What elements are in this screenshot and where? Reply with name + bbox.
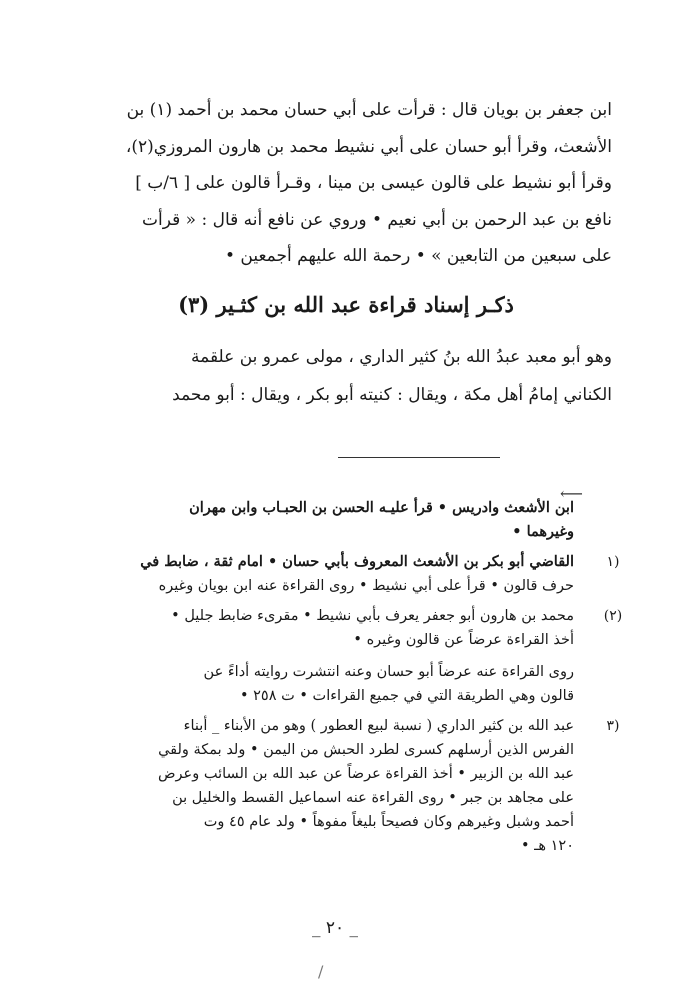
footnote-line: القاضي أبو بكر بن الأشعث المعروف بأبي حسان • امام ثقة ، ضابط في <box>140 553 574 570</box>
page-number: _ ٢٠ _ <box>311 918 359 938</box>
text-line: ابن جعفر بن بويان قال : قرأت على أبي حسان محمد بن أحمد (١) بن <box>126 100 612 120</box>
footnote-line: عبد الله بن كثير الداري ( نسبة لبيع العطور ) وهو من الأبناء _ أبناء <box>183 718 574 734</box>
footnote-number: (٢) <box>603 608 623 624</box>
footnote-line: على مجاهد بن جبر • روى القراءة عنه اسماعيل القسط والخليل بن <box>172 790 574 806</box>
footnote-line: محمد بن هارون أبو جعفر يعرف بأبي نشيط • مقرىء ضابط جليل • <box>171 608 574 624</box>
footnote-number: (٣ <box>606 718 620 734</box>
text-line: على سبعين من التابعين » • رحمة الله عليهم أجمعين • <box>224 246 612 266</box>
footnote-line: روى القراءة عنه عرضاً أبو حسان وعنه انتشرت روايته أداءً عن <box>203 664 574 680</box>
footnote-line: عبد الله بن الزبير • أخذ القراءة عرضاً عن عبد الله بن السائب وعرض <box>158 766 574 782</box>
footnote-continuation <box>78 496 618 544</box>
text-line: وقرأ أبو نشيط على قالون عيسى بن مينا ، وقـرأ قالون على [ ٦/ب ] <box>135 173 612 193</box>
section-heading: ذكـر إسناد قراءة عبد الله بن كثـير (٣) <box>178 292 514 317</box>
footnotes <box>78 496 623 858</box>
footnote-line: الفرس الذين أرسلهم كسرى لطرد الحبش من اليمن • ولد بمكة ولقي <box>158 742 574 758</box>
footnote-line: أحمد وشبل وغيرهم وكان فصيحاً بليغاً مفوهاً • ولد عام ٤٥ وت <box>203 814 574 830</box>
footnote-line: وغيرهما • <box>512 523 574 540</box>
text-line: وهو أبو معبد عبدُ الله بنُ كثير الداري ، مولى عمرو بن علقمة <box>191 347 612 367</box>
footnote-item <box>78 604 623 708</box>
footnote-line: ابن الأشعث وادريس • قرأ عليـه الحسن بن الحبـاب وابن مهران <box>189 499 574 516</box>
footnote-number: (١ <box>606 554 620 570</box>
footnote-line: ١٢٠ هـ • <box>520 838 574 854</box>
text-line: الأشعث، وقرأ أبو حسان على أبي نشيط محمد بن هارون المروزي(٢)، <box>125 136 612 157</box>
footnote-line: قالون وهي الطريقة التي في جميع القراءات • ت ٢٥٨ • <box>239 688 574 704</box>
text-line: نافع بن عبد الرحمن بن أبي نعيم • وروي عن نافع أنه قال : « قرأت <box>142 209 612 230</box>
second-paragraph <box>82 338 612 414</box>
footnote-line: حرف قالون • قرأ على أبي نشيط • روى القراءة عنه ابن بويان وغيره <box>158 578 574 594</box>
arrow-mark-icon: ⟵ <box>560 484 583 503</box>
footnote-line: أخذ القراءة عرضاً عن قالون وغيره • <box>353 632 574 648</box>
stray-mark-icon: / <box>318 962 324 981</box>
text-line: الكناني إمامُ أهل مكة ، ويقال : كنيته أبو بكر ، ويقال : أبو محمد <box>172 385 612 405</box>
footnote-separator <box>338 457 500 458</box>
footnote-item <box>78 550 618 598</box>
footnote-item <box>78 714 618 858</box>
main-paragraph <box>82 92 612 275</box>
